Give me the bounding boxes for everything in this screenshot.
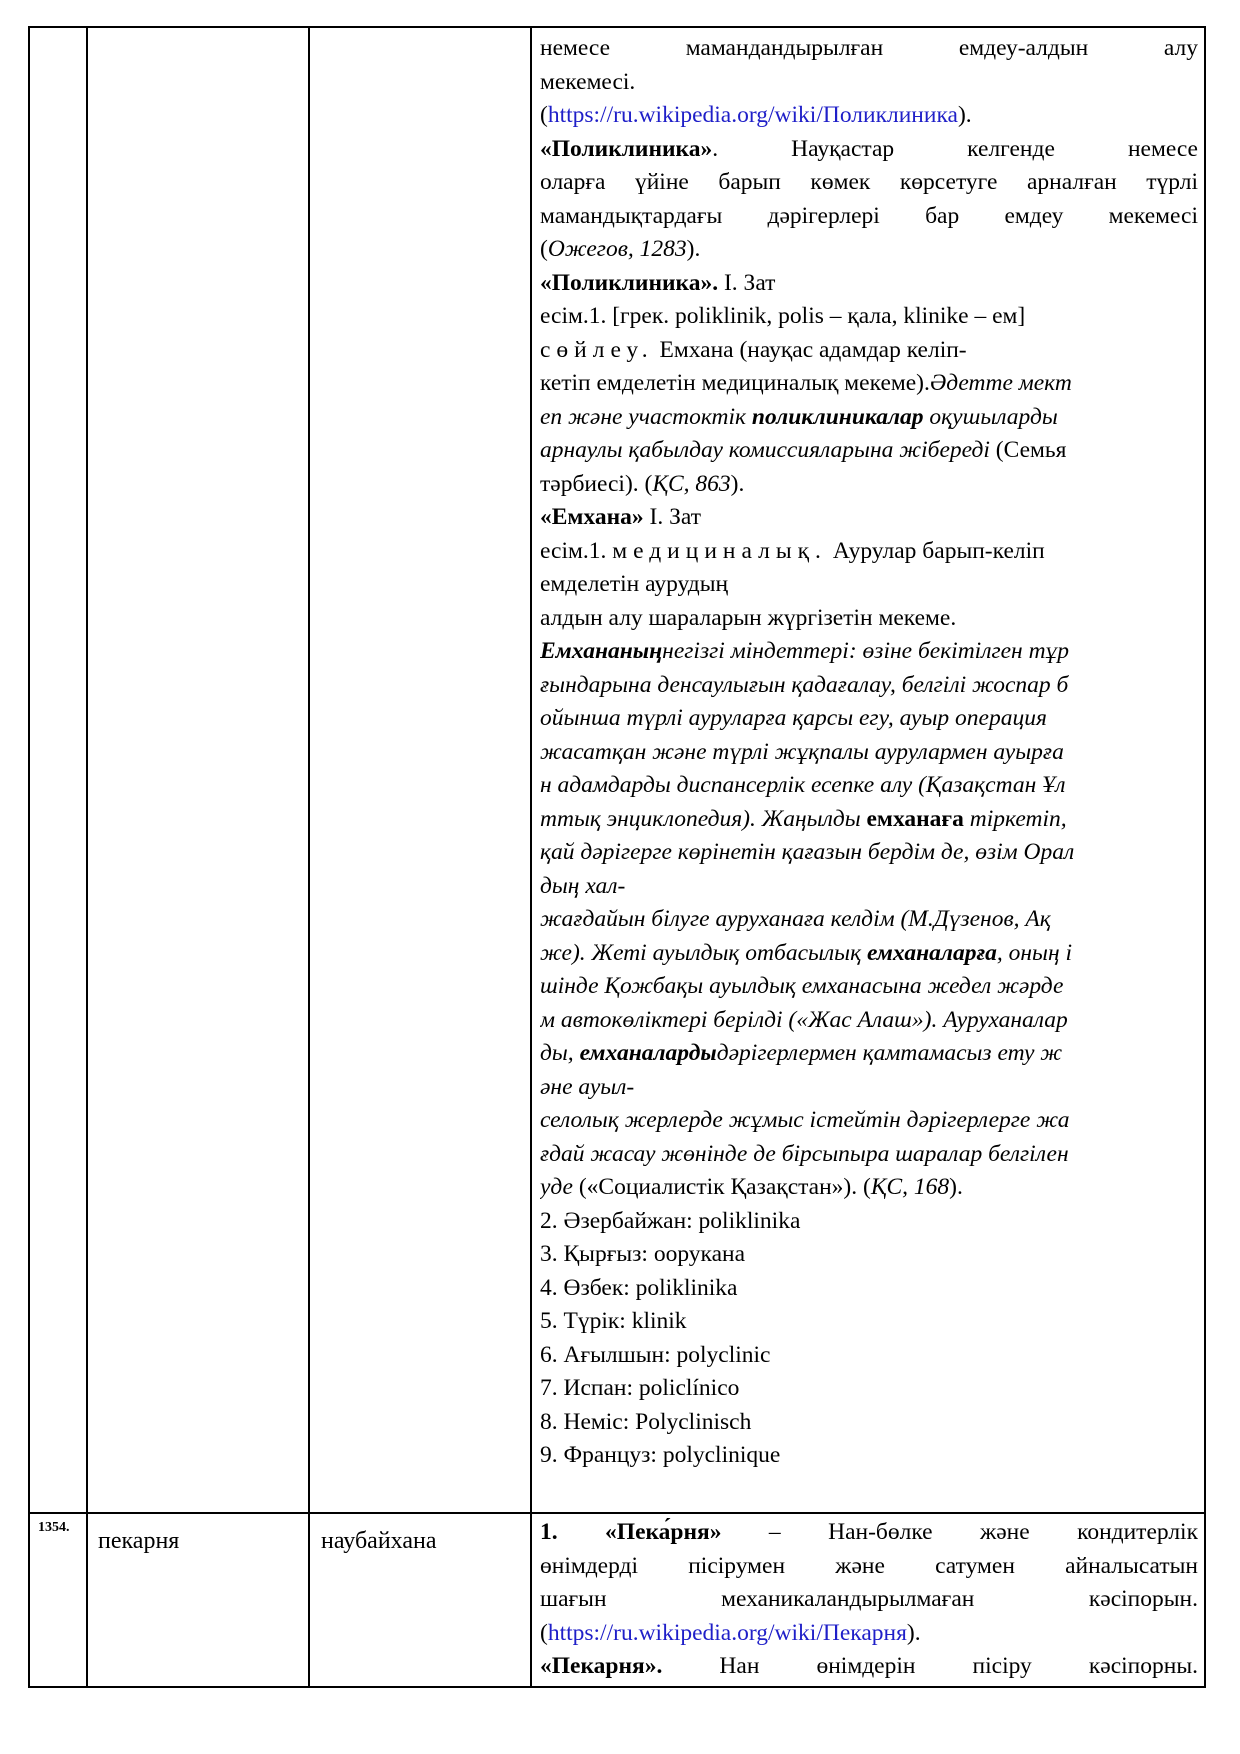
definition-line: ғындарына денсаулығын қадағалау, белгілі жоспар б (540, 671, 1069, 698)
definition-line: дың хал- (540, 872, 626, 899)
definition-line: 6. Ағылшын: polyclinic (540, 1341, 771, 1368)
definition-line (540, 334, 1198, 368)
text-run: ). (906, 1619, 921, 1646)
definition-line (540, 233, 1198, 267)
definition-line (540, 1650, 1198, 1684)
text-run: уде (540, 1174, 573, 1200)
text-run: емханаға (866, 805, 964, 832)
definition-line: шағын механикаландырылмаған кәсіпорын. (540, 1586, 1198, 1612)
text-run: арнаулы қабылдау комиссияларына жібереді (540, 437, 990, 463)
text-run: ( (540, 1619, 548, 1646)
definition-line: өнімдерді пісірумен және сатумен айналысатын (540, 1552, 1198, 1579)
definition-line (540, 1037, 1198, 1071)
definition-line: алдын алу шараларын жүргізетін мекеме. (540, 604, 957, 631)
definition-line: әне ауыл- (540, 1073, 635, 1100)
definition-line: қай дәрігерге көрінетін қағазын бердім де, өзім Орал (540, 839, 1075, 865)
table-row-1354 (28, 1514, 1206, 1686)
text-run: «Пекарня». (540, 1653, 663, 1679)
definition-line (540, 635, 1198, 669)
definition-line: 5. Түрік: klinik (540, 1308, 687, 1334)
text-run: Емхананың (540, 638, 663, 664)
definition-line (540, 434, 1198, 468)
text-run: ды, (540, 1040, 580, 1066)
definition-line: мамандықтардағы дәрігерлері бар емдеу мекемесі (540, 202, 1198, 229)
definition-line (540, 1516, 1198, 1550)
entry-number: 1354. (38, 1520, 70, 1535)
text-run: 1. «Пека́рня» (540, 1519, 722, 1545)
definition-line (540, 535, 1198, 569)
text-run: ). (686, 236, 701, 262)
table-row-1353 (28, 26, 1206, 1512)
text-run: ). (730, 470, 745, 497)
definition-line (540, 367, 1198, 401)
definition-cell-1354 (540, 1516, 1198, 1684)
definition-line: 2. Әзербайжан: poliklinika (540, 1207, 801, 1234)
text-run: – Нан-бөлке және кондитерлік (721, 1519, 1198, 1545)
column-border (1204, 26, 1206, 1688)
text-run: Әдетте мект (929, 370, 1072, 396)
text-run: поликлиникалар (751, 403, 924, 430)
definition-line: жасатқан және түрлі жұқпалы аурулармен ауырға (540, 738, 1064, 765)
definition-line (540, 501, 1198, 535)
text-run: ҚС, 168 (870, 1174, 950, 1200)
column-border (530, 26, 532, 1688)
definition-line: 4. Өзбек: poliklinika (540, 1274, 738, 1301)
text-run: Емхана (науқас адамдар келіп- (653, 336, 967, 363)
text-run: І. Зат (643, 504, 701, 530)
text-run: «Емхана» (540, 504, 644, 530)
text-run: ҚС, 863 (652, 470, 731, 497)
definition-line (540, 803, 1198, 837)
definition-line: селолық жерлерде жұмыс істейтін дәрігерлерге жа (540, 1107, 1070, 1133)
russian-term: пекарня (98, 1528, 180, 1554)
text-run: Ожегов, 1283 (547, 236, 687, 262)
wiki-link[interactable]: https://ru.wikipedia.org/wiki/Поликлиника (547, 102, 958, 128)
text-run: Аурулар барып-келіп (826, 537, 1045, 564)
text-run: же). Жеті ауылдық отбасылық (540, 939, 867, 966)
definition-line: есім.1. [грек. poliklinik, polis – қала, klinike – ем] (540, 303, 1026, 329)
table-bottom-border (28, 1686, 1206, 1688)
text-run: , оның і (996, 939, 1073, 966)
column-border (308, 26, 310, 1688)
text-run: . Науқастар келгенде немесе (712, 135, 1198, 162)
definition-line: жағдайын білуге ауруханаға келдім (М.Дүзенов, Ақ (540, 906, 1051, 932)
text-run: («Социалистік Қазақстан»). ( (572, 1174, 871, 1200)
definition-line: м автокөліктері берілді («Жас Алаш»). Ауруханалар (540, 1006, 1068, 1033)
text-run: емханаларды (579, 1040, 717, 1066)
text-run: ттық энциклопедия). Жаңылды (540, 805, 867, 832)
definition-line: немесе мамандандырылған емдеу-алдын алу (540, 35, 1198, 61)
text-run: медициналық. (612, 537, 827, 564)
definition-line: ойынша түрлі ауруларға қарсы егу, ауыр операция (540, 705, 1047, 731)
definition-cell-1353 (540, 32, 1198, 1473)
definition-line: 8. Неміс: Polyclinisch (540, 1408, 752, 1435)
text-run: еп және участоктік (540, 403, 752, 430)
text-run: негізгі міндеттері: өзіне бекітілген тұр (662, 638, 1070, 664)
definition-line (540, 99, 1198, 133)
text-run: кетіп емделетін медициналық мекеме). (540, 370, 930, 396)
definition-line: н адамдарды диспансерлік есепке алу (Қазақстан Ұл (540, 772, 1066, 798)
column-border (28, 26, 30, 1688)
definition-line: 9. Француз: polyclinique (540, 1442, 781, 1468)
definition-line: емделетін аурудың (540, 571, 729, 597)
text-run: І. Зат (718, 269, 776, 296)
text-run: емханаларға (866, 939, 997, 966)
text-run: ( (540, 236, 548, 262)
text-run: ). (957, 102, 972, 128)
text-run: оқушыларды (923, 403, 1058, 430)
definition-line (540, 267, 1198, 301)
text-run: ( (540, 102, 548, 128)
text-run: сөйлеу. (540, 336, 654, 363)
definition-line (540, 468, 1198, 502)
definition-line (540, 1171, 1198, 1205)
text-run: дәрігерлермен қамтамасыз ету ж (716, 1040, 1063, 1066)
definition-line: 3. Қырғыз: оорукана (540, 1241, 746, 1267)
kazakh-term: наубайхана (321, 1528, 437, 1554)
column-border (86, 26, 88, 1688)
text-run: «Поликлиника» (540, 135, 713, 162)
text-run: ). (949, 1174, 963, 1200)
definition-line: оларға үйіне барып көмек көрсетуге арналған түрлі (540, 169, 1198, 195)
definition-line: 7. Испан: policlínico (540, 1375, 740, 1401)
text-run: Нан өнімдерін пісіру кәсіпорны. (662, 1653, 1198, 1679)
wiki-link[interactable]: https://ru.wikipedia.org/wiki/Пекарня (547, 1619, 907, 1646)
definition-line (540, 937, 1198, 971)
text-run: «Поликлиника». (540, 269, 719, 296)
text-run: (Семья (989, 437, 1067, 463)
definition-line: мекемесі. (540, 68, 636, 95)
text-run: тәрбиесі). ( (540, 470, 653, 497)
definition-line: шінде Қожбақы ауылдық емханасына жедел жәрде (540, 973, 1064, 999)
definition-line (540, 401, 1198, 435)
text-run: есім.1. (540, 537, 613, 564)
text-run: тіркетіп, (963, 805, 1067, 832)
definition-line: ғдай жасау жөнінде де бірсыпыра шаралар белгілен (540, 1140, 1069, 1167)
definition-line (540, 133, 1198, 167)
definition-line (540, 1617, 1198, 1651)
